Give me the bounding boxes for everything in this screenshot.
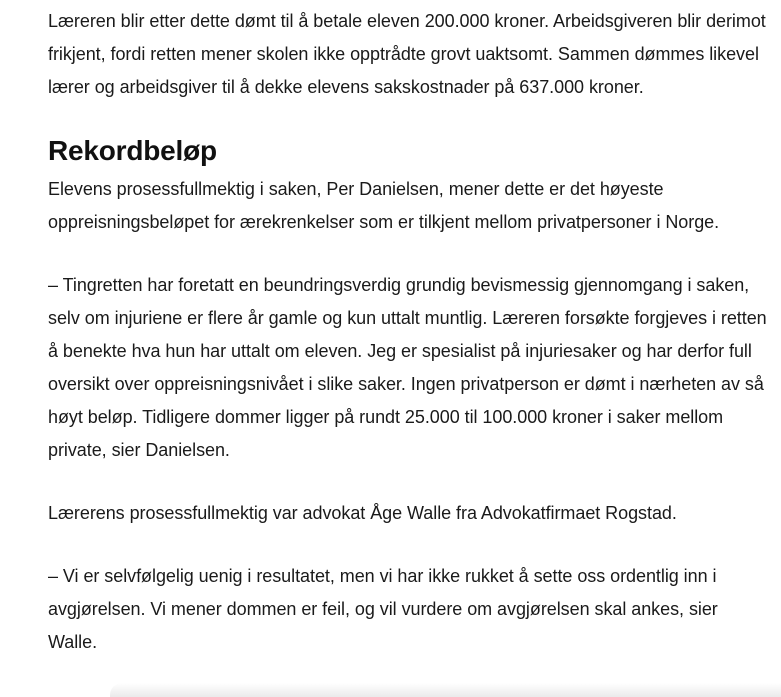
article-body (48, 5, 770, 689)
paragraph-danielsen-quote: – Tingretten har foretatt en beundringsverdig grundig bevismessig gjennomgang i saken, selv om injuriene er flere år gamle og kun uttalt muntlig. Læreren forsøkte forgjeves i retten å benekte hva hun har uttalt om eleven. Jeg er spesialist på injuriesaker og har derfor full oversikt over oppreisningsnivået i slike saker. Ingen privatperson er dømt i nærheten av så høyt beløp. Tidligere dommer ligger på rundt 25.000 til 100.000 kroner i saker mellom private, sier Danielsen. (48, 275, 767, 460)
paragraph-verdict: Læreren blir etter dette dømt til å betale eleven 200.000 kroner. Arbeidsgiveren blir derimot frikjent, fordi retten mener skolen ikke opptrådte grovt uaktsomt. Sammen dømmes likevel lærer og arbeidsgiver til å dekke elevens sakskostnader på 637.000 kroner. (48, 11, 766, 97)
paragraph-walle-intro: Lærerens prosessfullmektig var advokat Åge Walle fra Advokatfirmaet Rogstad. (48, 503, 677, 523)
section-heading: Rekordbeløp (48, 135, 217, 166)
paragraph-walle-quote: – Vi er selvfølgelig uenig i resultatet, men vi har ikke rukket å sette oss ordentlig inn i avgjørelsen. Vi mener dommen er feil, og vil vurdere om avgjørelsen skal ankes, sier Walle. (48, 566, 718, 652)
paragraph-record-amount: Elevens prosessfullmektig i saken, Per Danielsen, mener dette er det høyeste oppreisningsbeløpet for ærekrenkelser som er tilkjent mellom privatpersoner i Norge. (48, 179, 720, 232)
